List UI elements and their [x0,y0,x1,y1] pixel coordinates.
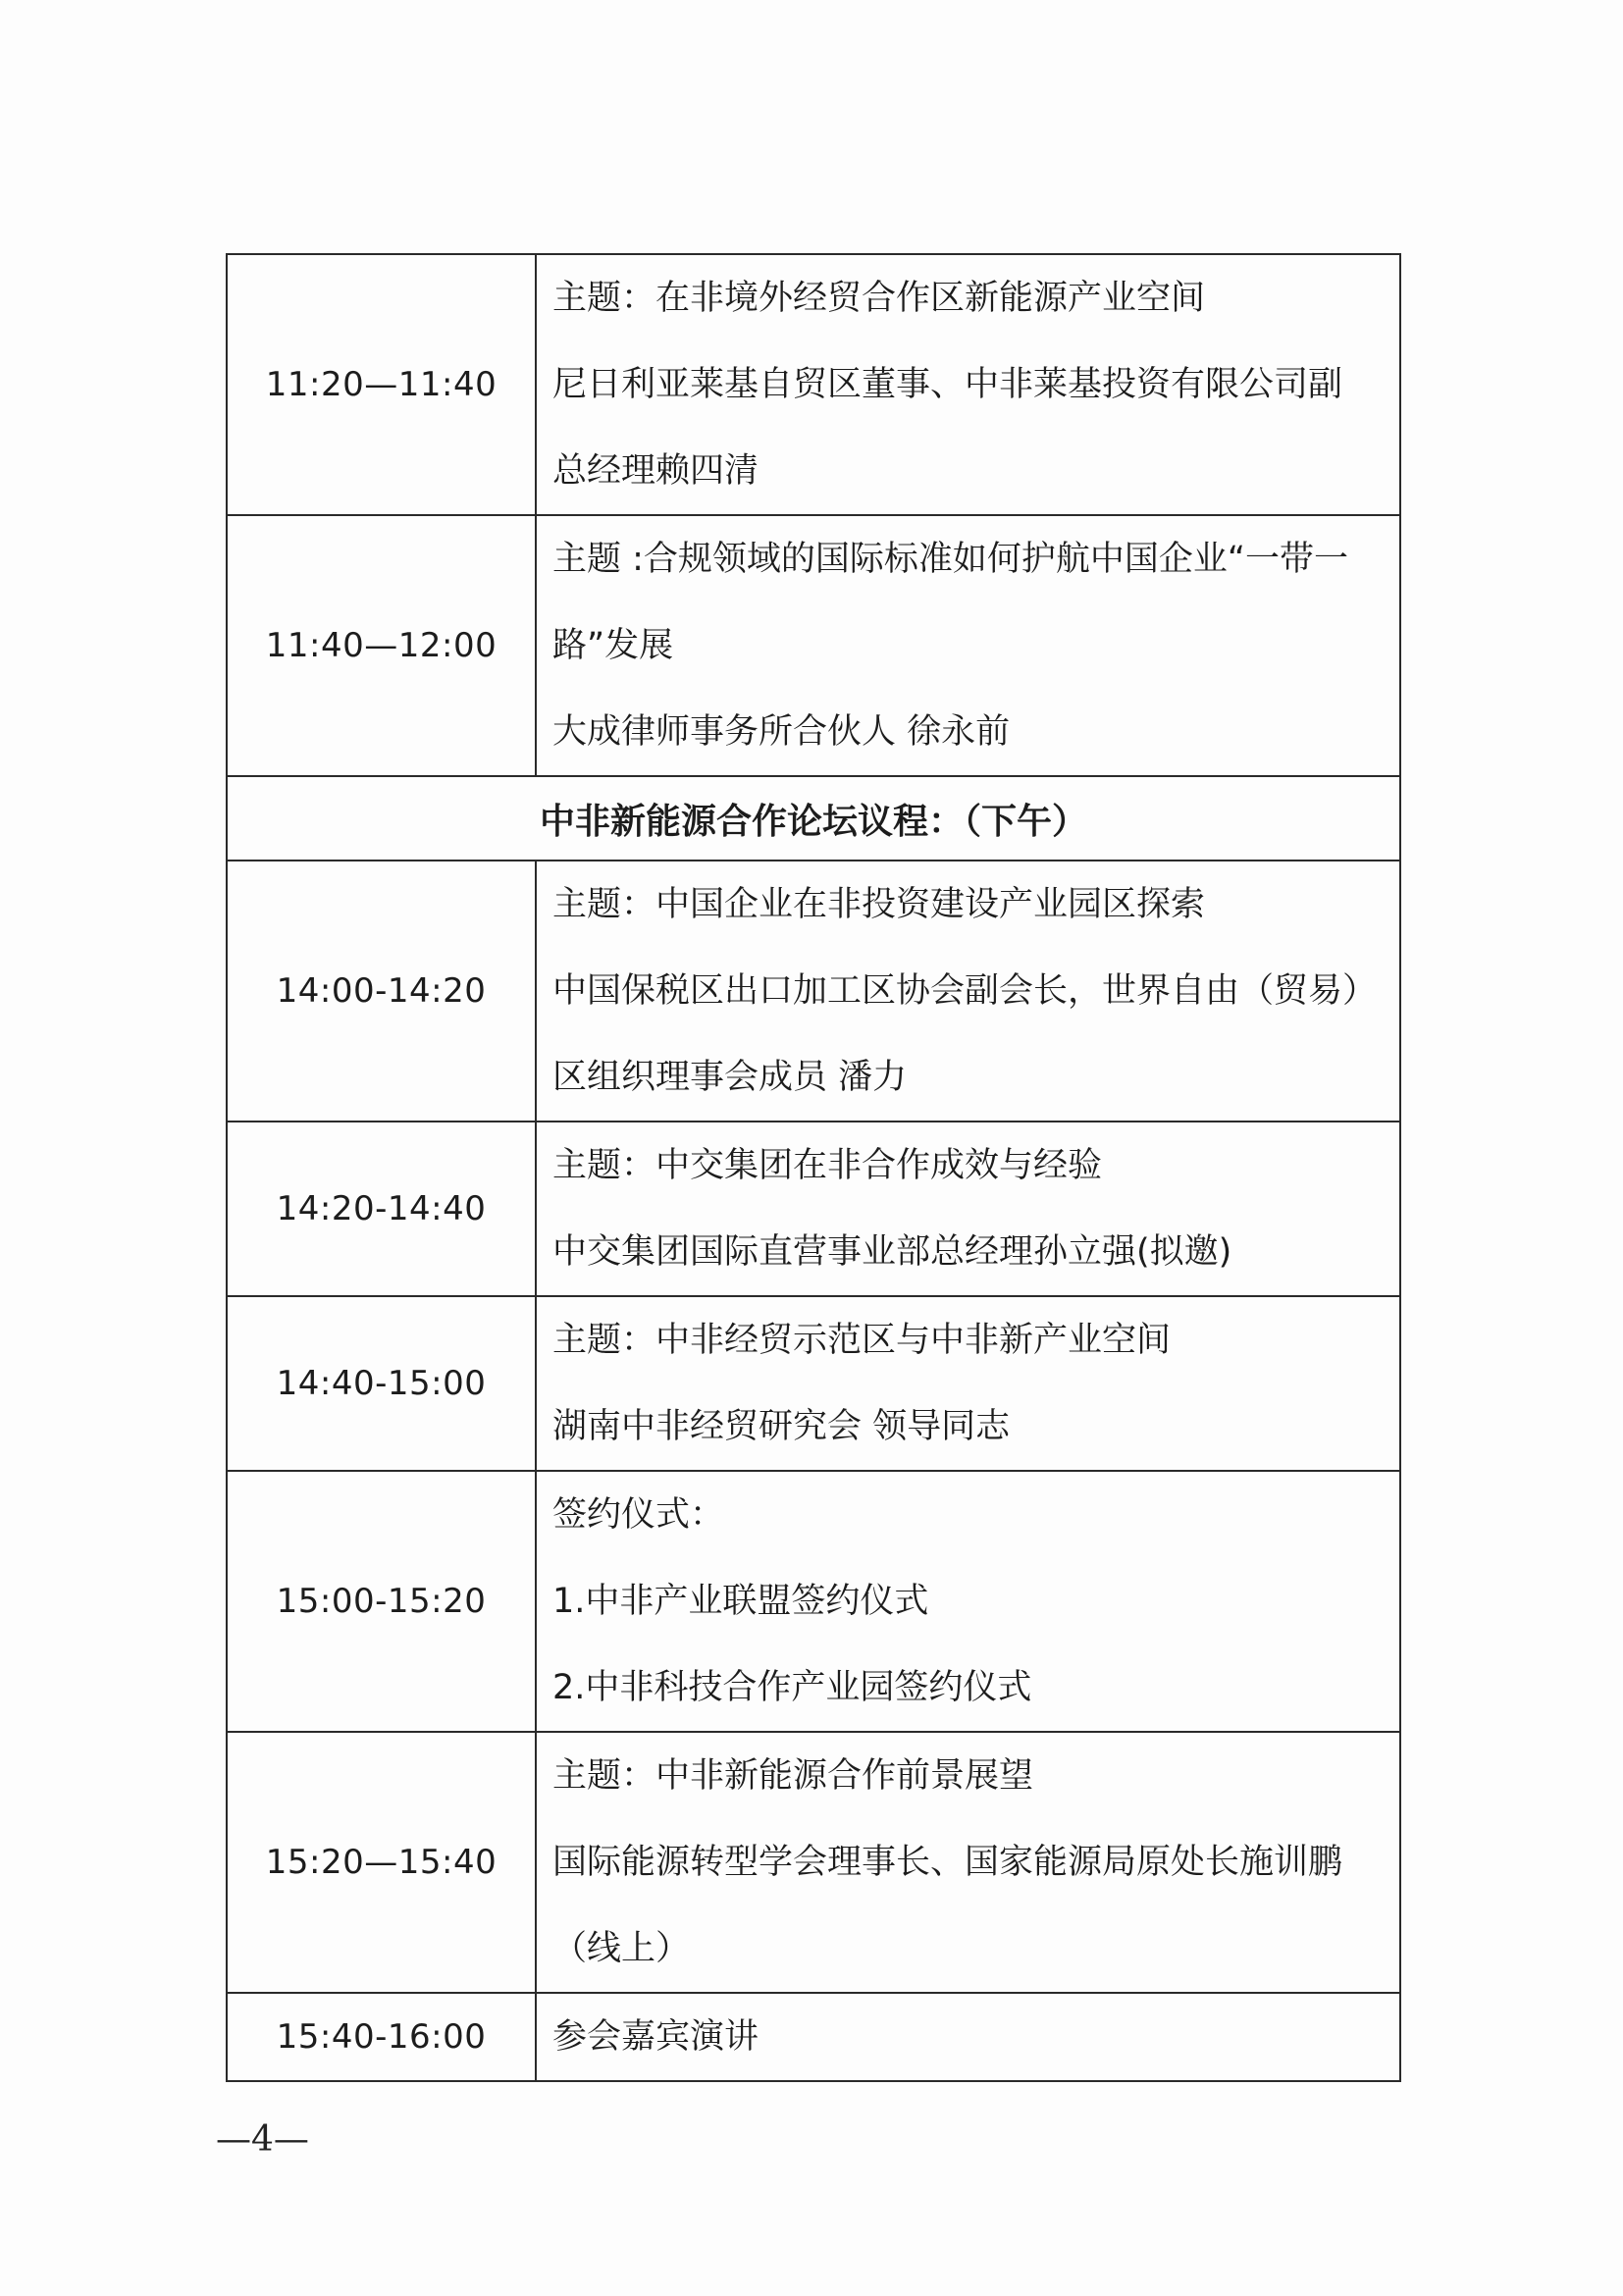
agenda-line: 区组织理事会成员 潘力 [552,1058,908,1097]
agenda-line: 主题：中非新能源合作前景展望 [552,1756,1034,1796]
content-cell [536,1296,1400,1471]
agenda-line: 总经理赖四清 [552,451,759,491]
content-cell [536,1732,1400,1993]
content-cell [536,1471,1400,1732]
agenda-line: 主题：中交集团在非合作成效与经验 [552,1146,1103,1185]
agenda-row [227,1732,1400,1993]
page-number: —4— [216,2119,309,2160]
agenda-row [227,861,1400,1122]
content-cell [536,254,1400,515]
time-cell: 11:20—11:40 [227,254,536,515]
section-row [227,776,1400,861]
agenda-line: 主题：中国企业在非投资建设产业园区探索 [552,885,1206,924]
time-cell: 15:00-15:20 [227,1471,536,1732]
agenda-line: 尼日利亚莱基自贸区董事、中非莱基投资有限公司副 [552,365,1343,404]
agenda-line: 湖南中非经贸研究会 领导同志 [552,1407,1011,1446]
time-cell: 15:40-16:00 [227,1993,536,2081]
agenda-line: 路”发展 [552,626,674,665]
section-heading: 中非新能源合作论坛议程：（下午） [227,776,1400,861]
agenda-row [227,1993,1400,2081]
agenda-line: 主题：中非经贸示范区与中非新产业空间 [552,1321,1172,1360]
agenda-row [227,1296,1400,1471]
agenda-line: 参会嘉宾演讲 [552,2017,759,2057]
content-cell [536,861,1400,1122]
agenda-line: 大成律师事务所合伙人 徐永前 [552,712,1011,752]
agenda-line: 1.中非产业联盟签约仪式 [552,1582,929,1621]
agenda-line: 签约仪式： [552,1495,725,1535]
time-cell: 14:40-15:00 [227,1296,536,1471]
agenda-row [227,515,1400,776]
agenda-row [227,254,1400,515]
agenda-line: 国际能源转型学会理事长、国家能源局原处长施训鹏 [552,1843,1343,1882]
content-cell [536,515,1400,776]
time-cell: 11:40—12:00 [227,515,536,776]
agenda-line: 2.中非科技合作产业园签约仪式 [552,1668,1032,1707]
content-cell [536,1122,1400,1296]
time-cell: 14:20-14:40 [227,1122,536,1296]
agenda-line: 主题：在非境外经贸合作区新能源产业空间 [552,279,1206,318]
agenda-row [227,1122,1400,1296]
time-cell: 15:20—15:40 [227,1732,536,1993]
agenda-line: 中国保税区出口加工区协会副会长，世界自由（贸易） [552,971,1378,1011]
content-cell [536,1993,1400,2081]
agenda-row [227,1471,1400,1732]
agenda-line: 主题 :合规领域的国际标准如何护航中国企业“一带一 [552,540,1349,579]
time-cell: 14:00-14:20 [227,861,536,1122]
agenda-table [226,253,1401,2082]
agenda-line: （线上） [552,1929,691,1968]
agenda-line: 中交集团国际直营事业部总经理孙立强(拟邀) [552,1232,1232,1272]
